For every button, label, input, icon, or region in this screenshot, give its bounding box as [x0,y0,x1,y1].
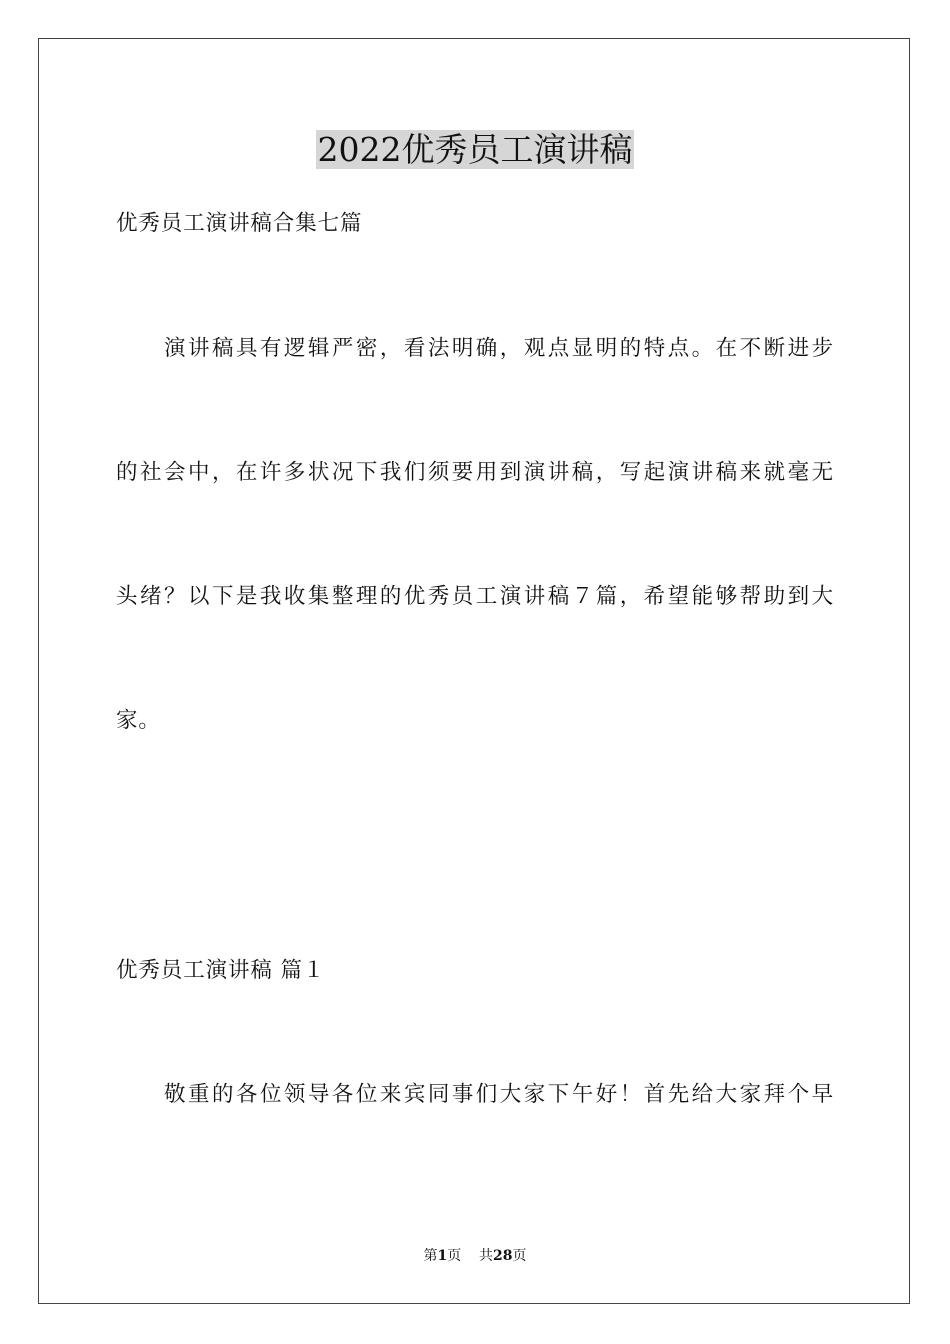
footer-page-number: 1 [437,1248,448,1264]
footer-page-suffix: 页 [447,1248,462,1264]
section-heading: 优秀员工演讲稿 篇１ [116,958,326,983]
footer-total-pages: 28 [493,1248,513,1264]
document-title-text: 2022优秀员工演讲稿 [317,130,633,169]
footer-total-suffix: 页 [512,1248,527,1264]
intro-line-1: 演讲稿具有逻辑严密，看法明确，观点显明的特点。在不断进步 [164,336,834,361]
footer-total-prefix: 共 [479,1248,494,1264]
page-footer [0,1246,950,1266]
body-line-1: 敬重的各位领导各位来宾同事们大家下午好！首先给大家拜个早 [164,1082,834,1107]
intro-line-2: 的社会中，在许多状况下我们须要用到演讲稿，写起演讲稿来就毫无 [116,460,834,485]
document-subtitle: 优秀员工演讲稿合集七篇 [116,211,363,236]
footer-page-prefix: 第 [423,1248,438,1264]
document-title [0,127,950,173]
intro-line-3: 头绪？以下是我收集整理的优秀员工演讲稿７篇，希望能够帮助到大 [116,584,834,609]
intro-line-4: 家。 [116,708,161,733]
